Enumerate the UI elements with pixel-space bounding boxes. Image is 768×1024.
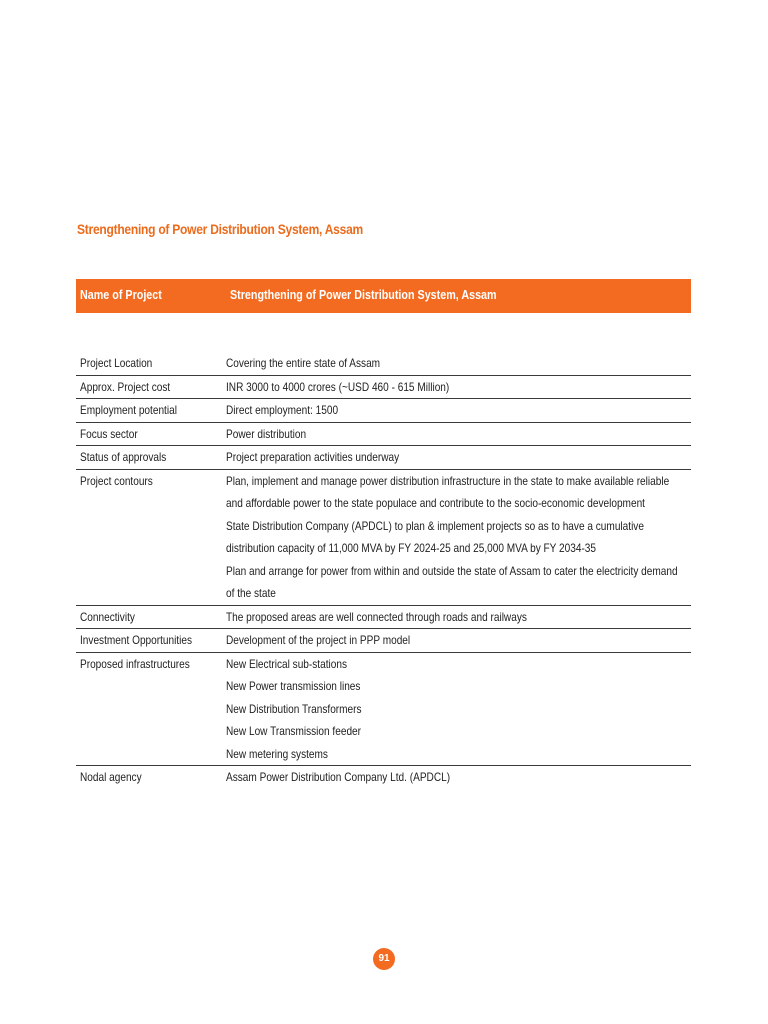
row-label	[76, 352, 226, 375]
row-value-line: and affordable power to the state populace and contribute to the socio-economic development	[226, 496, 645, 510]
row-value-line: New metering systems	[226, 746, 328, 761]
row-label-text: Focus sector	[80, 426, 138, 441]
row-label	[76, 629, 226, 652]
table-row	[76, 352, 691, 376]
row-label-text: Employment potential	[80, 403, 177, 417]
row-label-text: Status of approvals	[80, 450, 167, 464]
row-label-text: Project Location	[80, 356, 153, 370]
table-row	[76, 629, 691, 653]
table-row	[76, 766, 691, 789]
row-value-line: Covering the entire state of Assam	[226, 356, 381, 370]
row-value-line: distribution capacity of 11,000 MVA by FY 2024-25 and 25,000 MVA by FY 2034-35	[226, 541, 597, 555]
row-value-line: of the state	[226, 586, 276, 600]
row-label-text: Project contours	[80, 473, 153, 488]
row-value-line: Plan, implement and manage power distribution infrastructure in the state to make available reliable	[226, 473, 670, 488]
table-row	[76, 399, 691, 423]
row-value	[226, 446, 691, 469]
row-label-text: Proposed infrastructures	[80, 656, 190, 671]
row-value	[226, 423, 691, 446]
row-value-line: New Electrical sub-stations	[226, 656, 348, 671]
row-label	[76, 446, 226, 469]
row-value	[226, 766, 691, 789]
project-details-table	[76, 352, 691, 789]
table-header	[76, 279, 691, 313]
row-value	[226, 629, 691, 652]
row-value	[226, 606, 691, 629]
row-value	[226, 399, 691, 422]
table-row	[76, 423, 691, 447]
row-value-line: New Low Transmission feeder	[226, 724, 362, 738]
row-value-line: Power distribution	[226, 426, 307, 441]
row-value-line: Assam Power Distribution Company Ltd. (APDCL)	[226, 770, 451, 784]
page-number: 91	[373, 948, 395, 970]
row-value-line: New Distribution Transformers	[226, 701, 362, 716]
header-project-name: Strengthening of Power Distribution System, Assam	[230, 288, 497, 302]
row-label-text: Connectivity	[80, 609, 135, 624]
page-title: Strengthening of Power Distribution System, Assam	[77, 221, 363, 237]
header-name-of-project: Name of Project	[80, 288, 162, 302]
table-row	[76, 446, 691, 470]
row-value	[226, 352, 691, 375]
row-label	[76, 470, 226, 605]
table-row	[76, 606, 691, 630]
row-value-line: New Power transmission lines	[226, 679, 361, 693]
row-value	[226, 653, 691, 766]
row-value-line: Direct employment: 1500	[226, 403, 339, 417]
row-value-line: State Distribution Company (APDCL) to plan & implement projects so as to have a cumulative	[226, 518, 644, 533]
row-label-text: Nodal agency	[80, 770, 142, 784]
row-value	[226, 376, 691, 399]
row-value-line: The proposed areas are well connected through roads and railways	[226, 609, 527, 624]
row-value-line: Plan and arrange for power from within and outside the state of Assam to cater the electricity demand	[226, 563, 678, 578]
row-label-text: Investment Opportunities	[80, 633, 193, 647]
row-label	[76, 766, 226, 789]
row-label	[76, 399, 226, 422]
row-label	[76, 423, 226, 446]
row-value	[226, 470, 764, 605]
table-row	[76, 470, 691, 606]
table-row	[76, 376, 691, 400]
row-label	[76, 606, 226, 629]
row-value-line: Project preparation activities underway	[226, 450, 400, 464]
row-label-text: Approx. Project cost	[80, 379, 171, 394]
row-label	[76, 653, 226, 766]
table-row	[76, 653, 691, 767]
row-label	[76, 376, 226, 399]
row-value-line: INR 3000 to 4000 crores (~USD 460 - 615 Million)	[226, 379, 450, 394]
row-value-line: Development of the project in PPP model	[226, 633, 411, 647]
